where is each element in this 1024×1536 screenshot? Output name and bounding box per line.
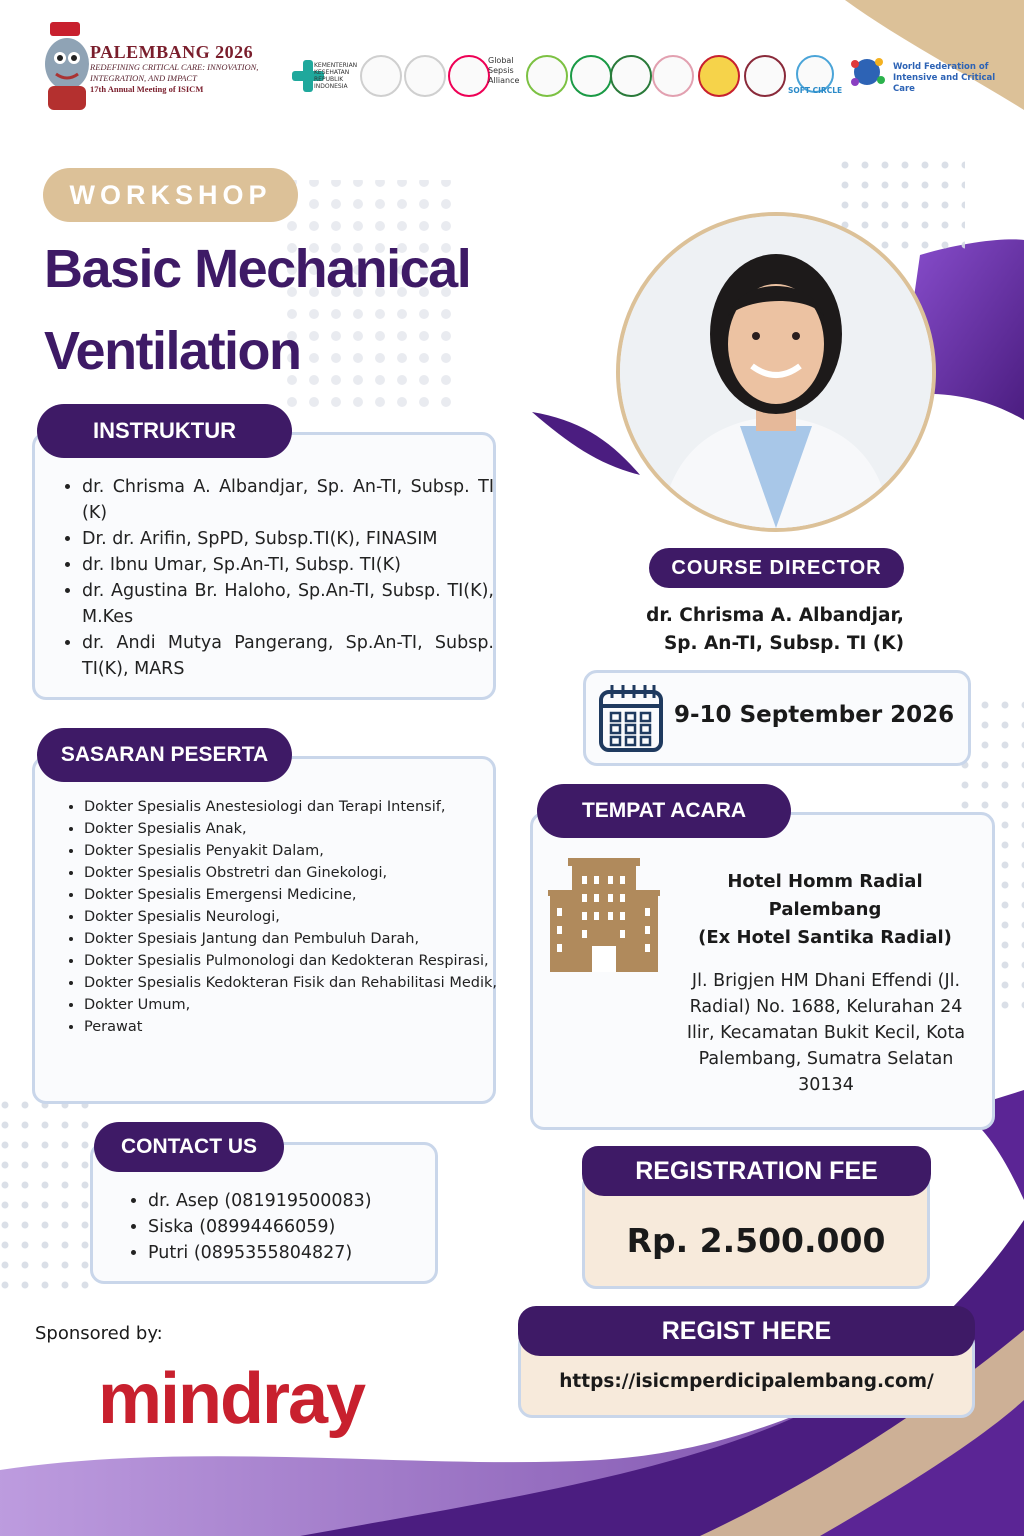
event-tagline xyxy=(90,62,270,95)
list-item: • dr. Chrisma A. Albandjar, Sp. An-TI, Subsp. TI (K) xyxy=(82,474,494,526)
sponsored-label: Sponsored by: xyxy=(35,1323,163,1344)
list-item: • Siska (08994466059) xyxy=(148,1214,448,1240)
list-item: • Dokter Spesialis Kedokteran Fisik dan Rehabilitasi Medik, xyxy=(84,972,504,994)
venue-address: Jl. Brigjen HM Dhani Effendi (Jl. Radial) No. 1688, Kelurahan 24 Ilir, Kecamatan Bukit Kecil, Kota Palembang, Sumatra Selatan 30134 xyxy=(686,971,966,1095)
instruktur-heading: INSTRUKTUR xyxy=(37,404,292,458)
partner-logo-icon xyxy=(570,55,612,97)
venue-name-line2: Palembang xyxy=(768,899,882,920)
partner-logo-icon xyxy=(610,55,652,97)
venue-name-line1: Hotel Homm Radial xyxy=(727,871,923,892)
course-director-name xyxy=(620,602,930,658)
wfic-label: World Federation of Intensive and Critical Care xyxy=(893,62,996,94)
building-icon xyxy=(548,856,660,972)
kemenkes-label: KEMENTERIAN KESEHATAN REPUBLIK INDONESIA xyxy=(314,62,358,90)
list-item: • Dokter Spesialis Anestesiologi dan Terapi Intensif, xyxy=(84,796,504,818)
list-item: • Dokter Spesiais Jantung dan Pembuluh Darah, xyxy=(84,928,504,950)
list-item: • Dokter Spesialis Anak, xyxy=(84,818,504,840)
list-item: • Dokter Spesialis Neurologi, xyxy=(84,906,504,928)
list-item: • dr. Agustina Br. Haloho, Sp.An-TI, Subsp. TI(K), M.Kes xyxy=(82,578,494,630)
venue-name-line3: (Ex Hotel Santika Radial) xyxy=(698,927,952,948)
partner-logo-icon xyxy=(698,55,740,97)
event-tagline-text: REDEFINING CRITICAL CARE: INNOVATION, INTEGRATION, AND IMPACT xyxy=(90,62,259,83)
partner-logo-icon xyxy=(404,55,446,97)
course-director-photo xyxy=(616,212,936,532)
list-item: • Dokter Spesialis Emergensi Medicine, xyxy=(84,884,504,906)
instruktur-list xyxy=(62,474,494,682)
list-item: • Dokter Spesialis Penyakit Dalam, xyxy=(84,840,504,862)
registration-fee-amount: Rp. 2.500.000 xyxy=(626,1220,886,1260)
gsa-logo-icon xyxy=(448,55,490,97)
list-item: • Perawat xyxy=(84,1016,504,1038)
person-portrait-icon xyxy=(620,216,932,528)
registration-link[interactable]: https://isicmperdicipalembang.com/ xyxy=(559,1370,934,1392)
course-director-heading: COURSE DIRECTOR xyxy=(649,548,904,588)
registration-fee-heading: REGISTRATION FEE xyxy=(582,1146,931,1196)
wfic-logo-icon xyxy=(847,52,887,92)
venue-name xyxy=(690,868,960,952)
partner-logo-icon xyxy=(360,55,402,97)
partner-logo-icon xyxy=(652,55,694,97)
list-item: • Dokter Spesialis Pulmonologi dan Kedokteran Respirasi, xyxy=(84,950,504,972)
list-item: • dr. Ibnu Umar, Sp.An-TI, Subsp. TI(K) xyxy=(82,552,494,578)
list-item: • dr. Asep (081919500083) xyxy=(148,1188,448,1214)
list-item: • dr. Andi Mutya Pangerang, Sp.An-TI, Subsp. TI(K), MARS xyxy=(82,630,494,682)
list-item: • Dokter Umum, xyxy=(84,994,504,1016)
list-item: • Dr. dr. Arifin, SpPD, Subsp.TI(K), FINASIM xyxy=(82,526,494,552)
event-meeting-text: 17th Annual Meeting of ISICM xyxy=(90,84,204,94)
page-title-line2: Ventilation xyxy=(44,321,301,381)
event-name: PALEMBANG 2026 xyxy=(90,42,254,62)
sasaran-heading: SASARAN PESERTA xyxy=(37,728,292,782)
course-director-name-line2: Sp. An-TI, Subsp. TI (K) xyxy=(663,633,905,654)
sponsor-logo: mindray xyxy=(98,1359,365,1439)
list-item: • Putri (0895355804827) xyxy=(148,1240,448,1266)
event-date: 9-10 September 2026 xyxy=(674,702,955,728)
sasaran-list xyxy=(64,796,504,1038)
gsa-label: Global Sepsis Alliance xyxy=(488,56,520,85)
regist-heading: REGIST HERE xyxy=(518,1306,975,1356)
workshop-badge: WORKSHOP xyxy=(43,168,298,222)
partner-logo-icon xyxy=(526,55,568,97)
course-director-name-line1: dr. Chrisma A. Albandjar, xyxy=(646,605,904,626)
contact-list xyxy=(128,1188,448,1266)
page-title-line1: Basic Mechanical xyxy=(44,239,471,299)
calendar-icon xyxy=(598,682,664,754)
list-item: • Dokter Spesialis Obstretri dan Ginekologi, xyxy=(84,862,504,884)
soft-circle-label: SOFT CIRCLE xyxy=(788,86,843,95)
partner-logo-icon xyxy=(744,55,786,97)
contact-heading: CONTACT US xyxy=(94,1122,284,1172)
venue-heading: TEMPAT ACARA xyxy=(537,784,791,838)
